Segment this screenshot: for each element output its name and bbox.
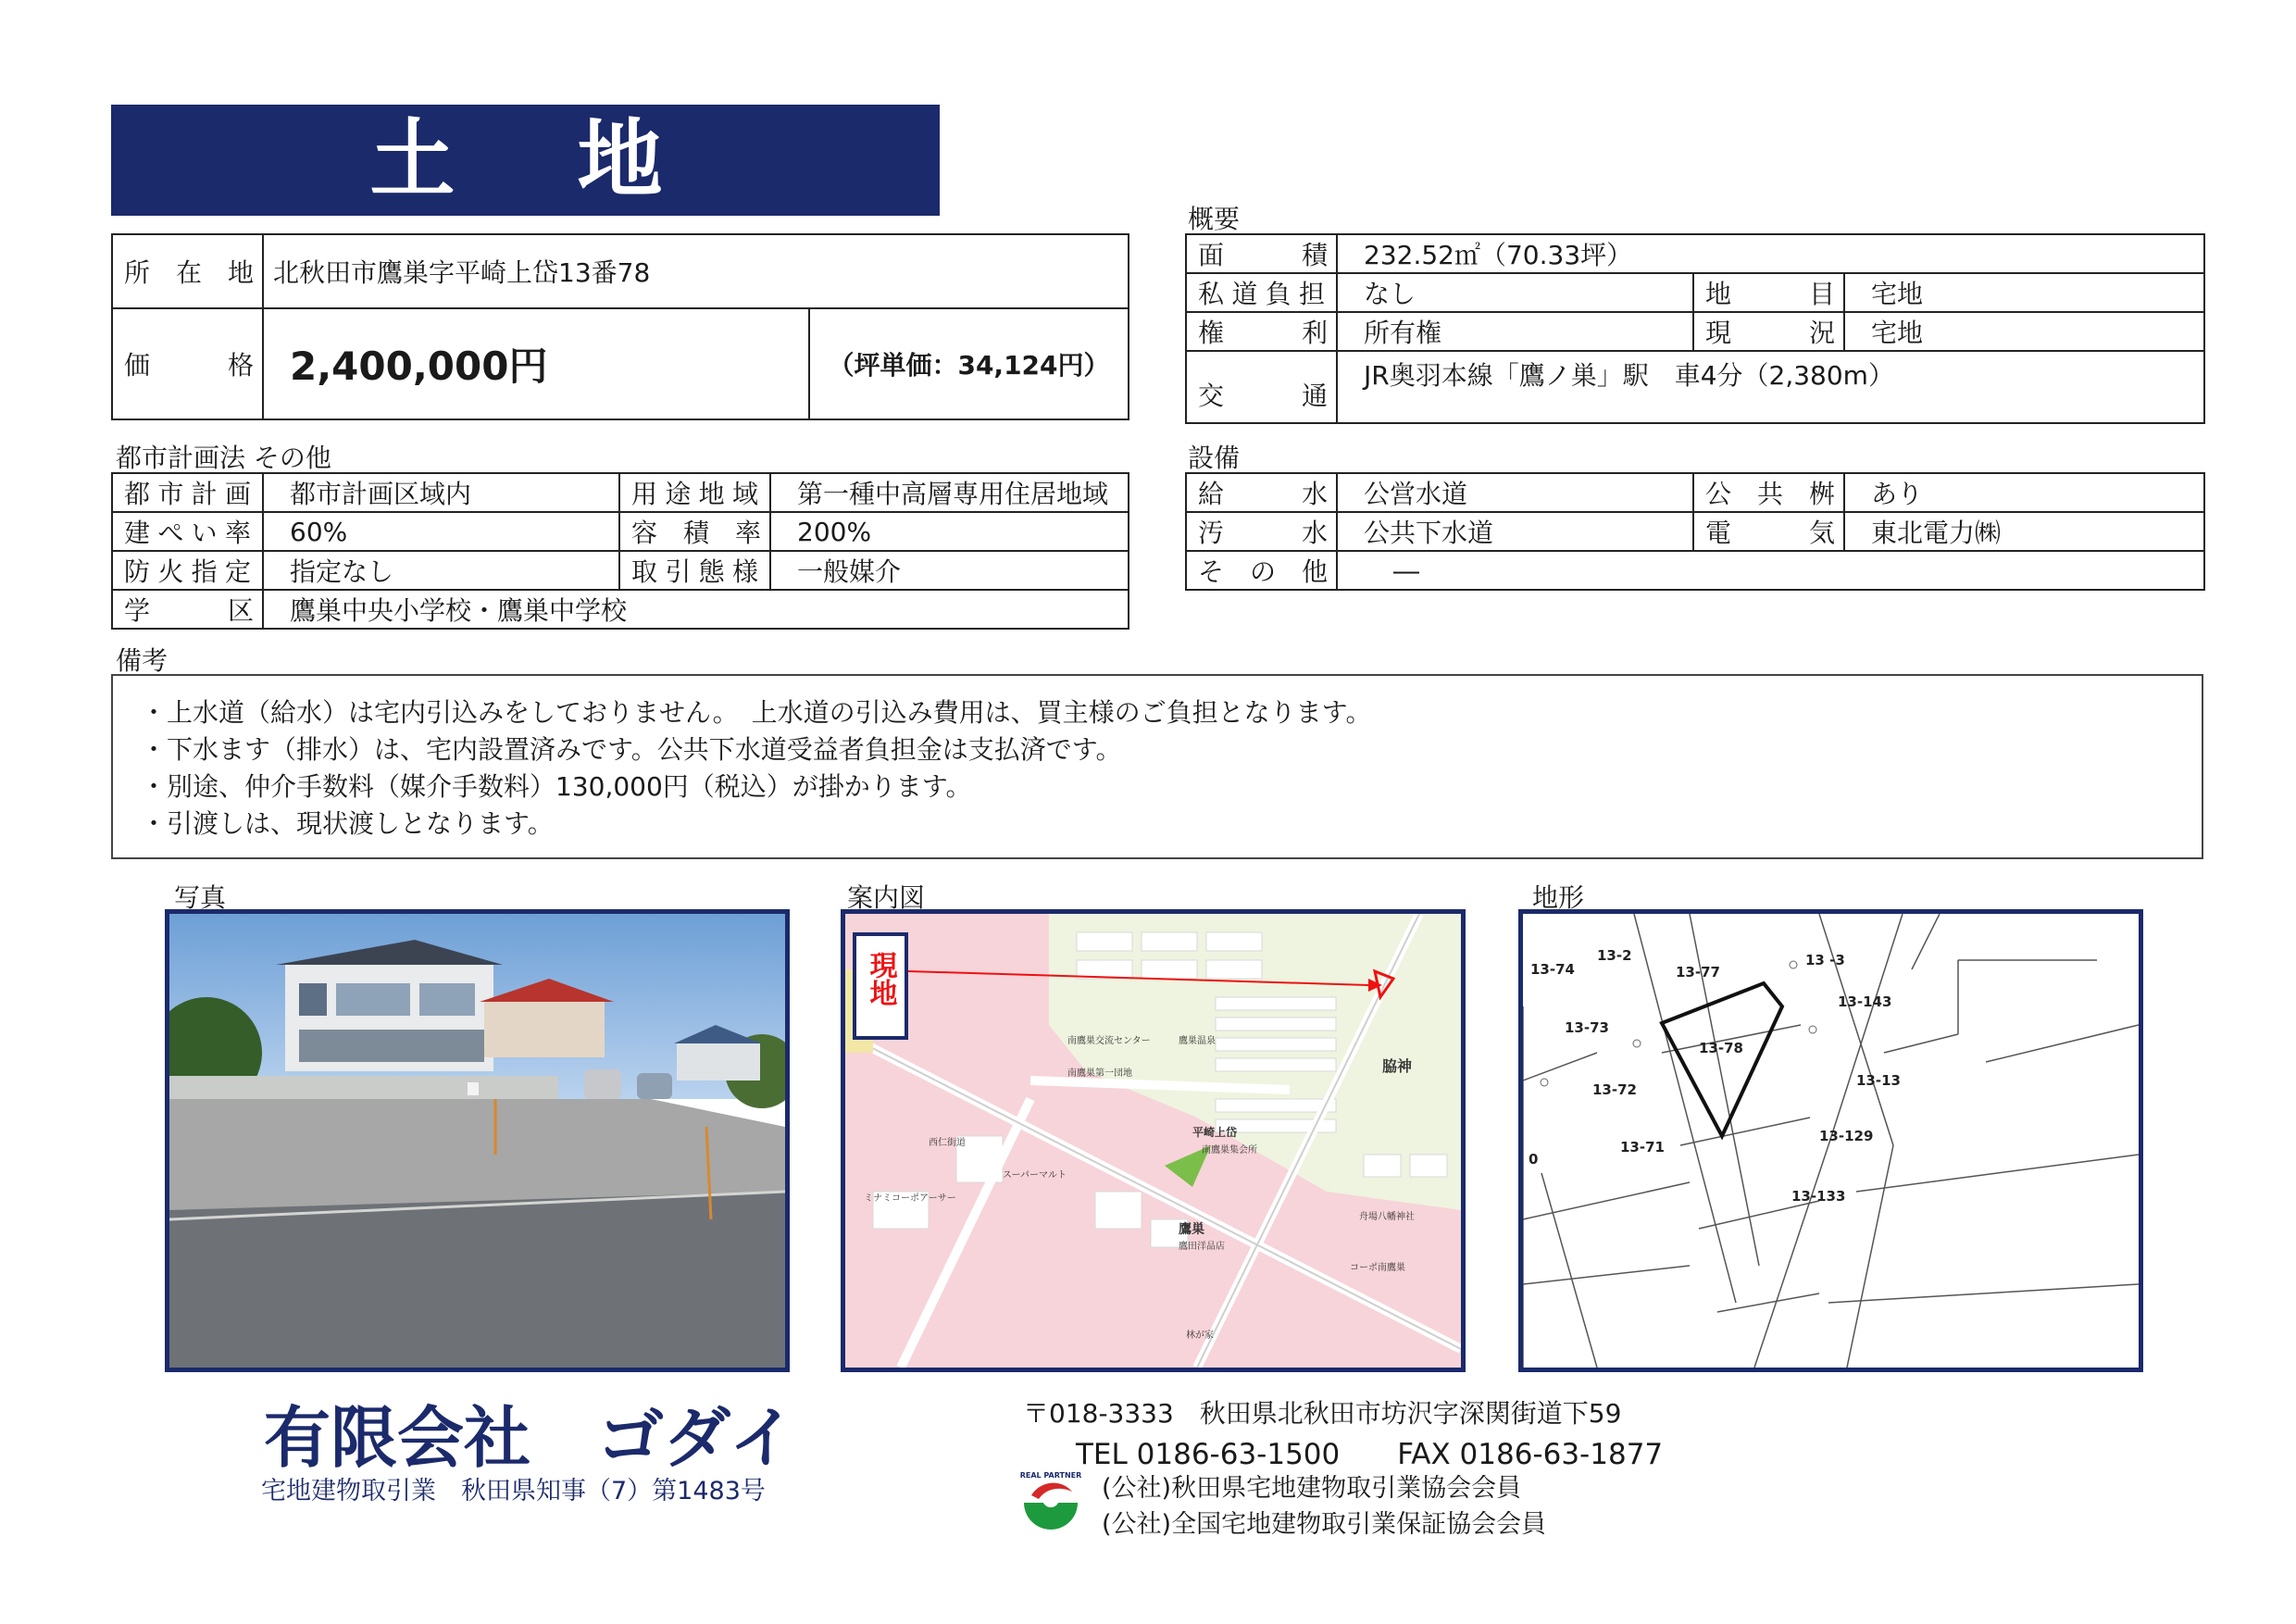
overview-table <box>1185 233 2205 424</box>
coverage-value: 60% <box>263 512 619 551</box>
map-label: 南鷹巣第一団地 <box>1067 1068 1132 1079</box>
unit-price: （坪単価：34,124円） <box>809 308 1129 419</box>
company-name: 有限会社 ゴダイ <box>264 1399 796 1477</box>
lot-label: 13-73 <box>1565 1019 1609 1036</box>
power-label: 電 気 <box>1693 512 1844 551</box>
basin-label: 公 共 桝 <box>1693 473 1844 512</box>
city-plan-label: 都市計画 <box>112 473 263 512</box>
school-label: 学 区 <box>112 590 263 629</box>
map-label: 南鷹巣集会所 <box>1202 1145 1257 1156</box>
lot-label: 13-71 <box>1620 1139 1665 1156</box>
lot-label: 13-2 <box>1597 947 1632 964</box>
deal-label: 取引態様 <box>619 551 770 590</box>
water-label: 給 水 <box>1186 473 1337 512</box>
remark-line: ・下水ます（排水）は、宅内設置済みです。公共下水道受益者負担金は支払済です。 <box>141 734 1122 765</box>
company-address: 〒018-3333 秋田県北秋田市坊沢字深関街道下59 <box>1023 1398 1622 1429</box>
power-value: 東北電力㈱ <box>1844 512 2204 551</box>
city-plan-value: 都市計画区域内 <box>263 473 619 512</box>
plot-title: 地形 <box>1532 882 1585 913</box>
far-label: 容 積 率 <box>619 512 770 551</box>
real-partner-icon <box>1018 1468 1083 1532</box>
association-logo <box>1018 1468 1083 1532</box>
remarks-title: 備考 <box>116 645 168 676</box>
plot-image <box>1523 914 2139 1368</box>
map-label: ミナミコーポアーサー <box>864 1193 956 1204</box>
map-label: 鷹田洋品店 <box>1179 1242 1225 1252</box>
map-label: 西仁街道 <box>929 1138 966 1148</box>
fire-label: 防火指定 <box>112 551 263 590</box>
land-category-label: 地 目 <box>1693 273 1844 312</box>
remark-line: ・引渡しは、現状渡しとなります。 <box>141 808 554 839</box>
association-member-2: (公社)全国宅地建物取引業保証協会会員 <box>1102 1510 1547 1539</box>
other-value: ― <box>1337 551 2204 590</box>
land-category-value: 宅地 <box>1844 273 2204 312</box>
school-value: 鷹巣中央小学校・鷹巣中学校 <box>263 590 1129 629</box>
page-title: 土 地 <box>369 110 681 209</box>
transport-value: JR奥羽本線「鷹ノ巣」駅 車4分（2,380m） <box>1337 351 2204 423</box>
lot-label: 13-129 <box>1819 1128 1874 1144</box>
lot-label: 13-72 <box>1592 1081 1637 1098</box>
map-label: 平崎上岱 <box>1192 1126 1238 1139</box>
lot-label: 13-77 <box>1676 964 1720 981</box>
coverage-label: 建ぺい率 <box>112 512 263 551</box>
location-value: 北秋田市鷹巣字平崎上岱13番78 <box>263 234 1129 308</box>
overview-title: 概要 <box>1188 204 1241 234</box>
sewage-value: 公共下水道 <box>1337 512 1693 551</box>
map-title: 案内図 <box>847 882 926 913</box>
status-value: 宅地 <box>1844 312 2204 351</box>
guide-map <box>841 909 1466 1372</box>
basin-value: あり <box>1844 473 2204 512</box>
planning-title: 都市計画法 その他 <box>116 443 331 473</box>
plot-diagram <box>1518 909 2143 1372</box>
price-value: 2,400,000円 <box>263 308 809 419</box>
remarks-box <box>111 674 2203 859</box>
photo-title: 写真 <box>174 882 227 913</box>
far-value: 200% <box>770 512 1129 551</box>
deal-value: 一般媒介 <box>770 551 1129 590</box>
private-road-label: 私道負担 <box>1186 273 1337 312</box>
remark-line: ・別途、仲介手数料（媒介手数料）130,000円（税込）が掛かります。 <box>141 771 972 802</box>
other-label: そ の 他 <box>1186 551 1337 590</box>
photo-image <box>169 914 785 1368</box>
logo-text: REAL PARTNER <box>1019 1471 1082 1480</box>
lot-label: 13 -3 <box>1805 952 1845 968</box>
water-value: 公営水道 <box>1337 473 1693 512</box>
map-label: スーパーマルト <box>1003 1170 1067 1181</box>
company-tel-fax: TEL 0186-63-1500 FAX 0186-63-1877 <box>1076 1438 1664 1471</box>
fire-value: 指定なし <box>263 551 619 590</box>
area-value: 232.52㎡（70.33坪） <box>1337 234 2204 273</box>
main-info-table <box>111 233 1129 420</box>
price-label: 価 格 <box>112 308 263 419</box>
map-image <box>845 914 1461 1368</box>
map-label: 鷹巣 <box>1179 1222 1204 1237</box>
facilities-title: 設備 <box>1188 443 1241 473</box>
map-marker: 現地 <box>864 951 897 1006</box>
map-label: 林が家 <box>1186 1330 1214 1341</box>
lot-label: 13-74 <box>1530 961 1575 978</box>
use-zone-value: 第一種中高層専用住居地域 <box>770 473 1129 512</box>
map-label: 鷹巣温泉 <box>1179 1036 1216 1046</box>
company-license: 宅地建物取引業 秋田県知事（7）第1483号 <box>261 1477 766 1505</box>
title-banner <box>111 105 940 216</box>
use-zone-label: 用途地域 <box>619 473 770 512</box>
association-member-1: (公社)秋田県宅地建物取引業協会会員 <box>1102 1474 1522 1503</box>
planning-table <box>111 472 1129 630</box>
sewage-label: 汚 水 <box>1186 512 1337 551</box>
rights-label: 権 利 <box>1186 312 1337 351</box>
transport-label: 交 通 <box>1186 351 1337 423</box>
lot-label: 13-143 <box>1838 993 1892 1010</box>
property-photo <box>165 909 790 1372</box>
map-label: 南鷹巣交流センター <box>1067 1036 1151 1046</box>
lot-label: 13-133 <box>1791 1188 1846 1205</box>
lot-label: 0 <box>1529 1151 1539 1168</box>
map-label: 脇神 <box>1382 1057 1413 1075</box>
lot-label: 13-13 <box>1856 1072 1901 1089</box>
private-road-value: なし <box>1337 273 1693 312</box>
lot-label: 13-78 <box>1699 1040 1743 1056</box>
map-label: コーポ南鷹巣 <box>1350 1263 1405 1273</box>
remark-line: ・上水道（給水）は宅内引込みをしておりません。 上水道の引込み費用は、買主様のご負担となります。 <box>141 697 1372 728</box>
area-label: 面 積 <box>1186 234 1337 273</box>
facilities-table <box>1185 472 2205 591</box>
location-label: 所 在 地 <box>112 234 263 308</box>
map-label: 舟場八幡神社 <box>1359 1212 1415 1222</box>
rights-value: 所有権 <box>1337 312 1693 351</box>
status-label: 現 況 <box>1693 312 1844 351</box>
